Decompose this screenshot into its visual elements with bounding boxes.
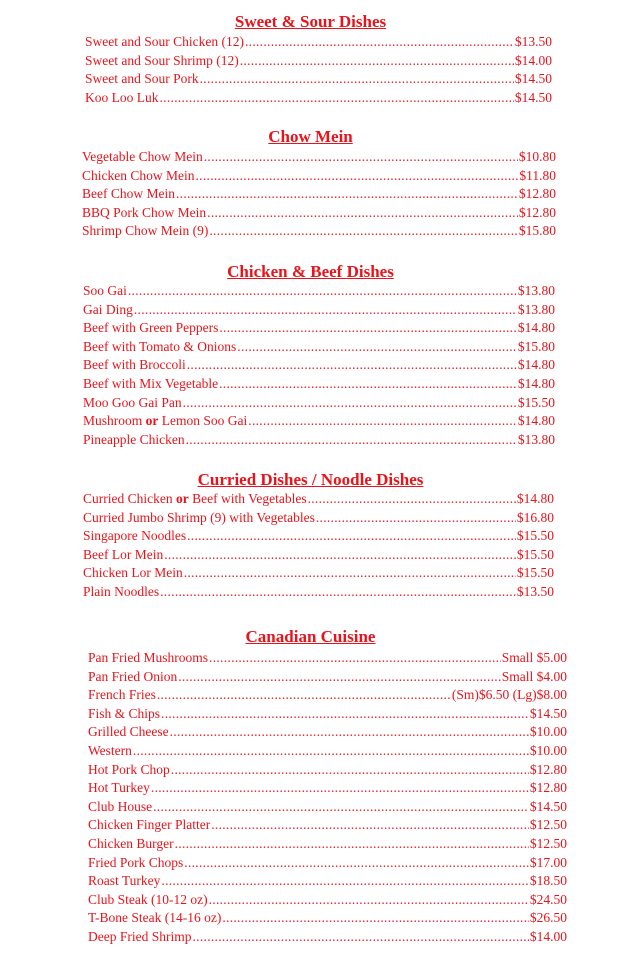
section-title: Sweet & Sour Dishes (234, 12, 387, 31)
section-canadian-cuisine (0, 627, 621, 647)
menu-item: Roast Turkey ..... $18.50 (88, 872, 567, 891)
menu-item: Plain Noodles ..... $13.50 (83, 583, 554, 602)
menu-item: Pan Fried Mushrooms ..... Small $5.00 (88, 649, 567, 668)
menu-item: Mushroom or Lemon Soo Gai ..... $14.80 (83, 412, 555, 431)
menu-item: Singapore Noodles ..... $15.50 (83, 527, 554, 546)
menu-item: BBQ Pork Chow Mein ..... $12.80 (82, 204, 556, 223)
chow-mein-list (82, 148, 556, 241)
menu-item: French Fries ..... (Sm)$6.50 (Lg)$8.00 (88, 686, 567, 705)
menu-item: Beef Chow Mein ..... $12.80 (82, 185, 556, 204)
menu-item: Beef with Broccoli ..... $14.80 (83, 356, 555, 375)
menu-item: Chicken Lor Mein ..... $15.50 (83, 564, 554, 583)
menu-item: Soo Gai ..... $13.80 (83, 282, 555, 301)
menu-item: Beef with Tomato & Onions ..... $15.80 (83, 338, 555, 357)
menu-item: Gai Ding ..... $13.80 (83, 301, 555, 320)
menu-item: Beef Lor Mein ..... $15.50 (83, 546, 554, 565)
menu-item: Deep Fried Shrimp ..... $14.00 (88, 928, 567, 947)
chicken-beef-list (83, 282, 555, 449)
section-title: Chow Mein (268, 127, 353, 146)
menu-item: Hot Pork Chop ..... $12.80 (88, 761, 567, 780)
menu-item: Club Steak (10-12 oz) ..... $24.50 (88, 891, 567, 910)
section-title: Chicken & Beef Dishes (227, 262, 394, 281)
section-title: Curried Dishes / Noodle Dishes (197, 470, 424, 489)
curried-noodle-list (83, 490, 554, 602)
section-curried-noodle (0, 470, 621, 490)
menu-item: Fried Pork Chops ..... $17.00 (88, 854, 567, 873)
menu-item: Curried Chicken or Beef with Vegetables ..... $14.80 (83, 490, 554, 509)
menu-item: Moo Goo Gai Pan ..... $15.50 (83, 394, 555, 413)
canadian-cuisine-list (88, 649, 567, 947)
menu-item: Beef with Green Peppers ..... $14.80 (83, 319, 555, 338)
menu-item: Western ..... $10.00 (88, 742, 567, 761)
menu-item: Sweet and Sour Chicken (12) ..... $13.50 (85, 33, 552, 52)
menu-item: Curried Jumbo Shrimp (9) with Vegetables ..... $16.80 (83, 509, 554, 528)
menu-item: T-Bone Steak (14-16 oz) ..... $26.50 (88, 909, 567, 928)
sweet-sour-list (85, 33, 552, 107)
menu-item: Grilled Cheese ..... $10.00 (88, 723, 567, 742)
menu-item: Koo Loo Luk ..... $14.50 (85, 89, 552, 108)
section-title: Canadian Cuisine (245, 627, 376, 646)
section-sweet-sour (0, 12, 621, 32)
section-chicken-beef (0, 262, 621, 282)
menu-item: Sweet and Sour Shrimp (12) ..... $14.00 (85, 52, 552, 71)
menu-item: Vegetable Chow Mein ..... $10.80 (82, 148, 556, 167)
menu-item: Sweet and Sour Pork ..... $14.50 (85, 70, 552, 89)
menu-item: Fish & Chips ..... $14.50 (88, 705, 567, 724)
menu-item: Chicken Finger Platter ..... $12.50 (88, 816, 567, 835)
menu-item: Pan Fried Onion ..... Small $4.00 (88, 668, 567, 687)
menu-item: Hot Turkey ..... $12.80 (88, 779, 567, 798)
menu-item: Club House ..... $14.50 (88, 798, 567, 817)
menu-item: Chicken Chow Mein ..... $11.80 (82, 167, 556, 186)
menu-item: Pineapple Chicken ..... $13.80 (83, 431, 555, 450)
menu-item: Shrimp Chow Mein (9) ..... $15.80 (82, 222, 556, 241)
section-chow-mein (0, 127, 621, 147)
menu-item: Beef with Mix Vegetable ..... $14.80 (83, 375, 555, 394)
menu-item: Chicken Burger ..... $12.50 (88, 835, 567, 854)
